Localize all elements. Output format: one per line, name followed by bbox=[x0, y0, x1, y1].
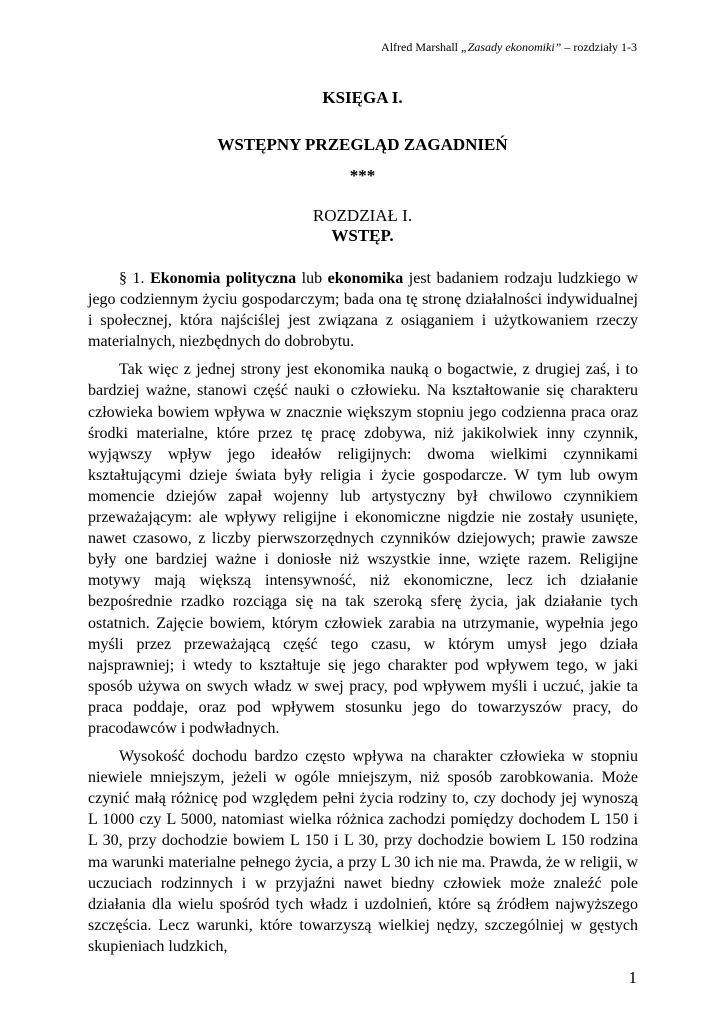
paragraph-2: Tak więc z jednej strony jest ekonomika nauką o bogactwie, z drugiej zaś, i to bardziej ważne, stanowi część nauki o człowieku. Na kształtowanie się charakteru człowieka bowiem wpływa w znacznie większym stopniu jego codzienna praca oraz środki materialne, które przez tę pracę zdobywa, niż jakikolwiek inny czynnik, wyjąwszy wpływ jego ideałów religijnych: dwoma wielkimi czynnikami kształtującymi dzieje świata były religia i życie gospodarcze. W tym lub owym momencie dziejów zapał wojenny lub artystyczny był chwilowo czynnikiem przeważającym: ale wpływy religijne i ekonomiczne nigdzie nie zostały usunięte, nawet czasowo, z liczby pierwszorzędnych czynników dziejowych; prawie zawsze były one bardziej ważne i doniosłe niż wszystkie inne, wzięte razem. Religijne motywy mają większą intensywność, niż ekonomiczne, lecz ich działanie bezpośrednie rzadko rozciąga się na tak szeroką sferę życia, jak działanie tych ostatnich. Zajęcie bowiem, którym człowiek zarabia na utrzymanie, wypełnia jego myśli przez przeważającą część tego czasu, w którym umysł jego działa najsprawniej; i wtedy to kształtuje się jego charakter pod wpływem tego, w jaki sposób używa on swych władz w swej pracy, pod wpływem myśli i uczuć, jakie ta praca poddaje, oraz pod wpływem stosunku jego do towarzyszów pracy, do pracodawców i podwładnych. bbox=[88, 361, 638, 737]
paragraph-1: § 1. Ekonomia polityczna lub ekonomika jest badaniem rodzaju ludzkiego w jego codziennym życiu gospodarczym; bada ona tę stronę działalności indywidualnej i społecznej, która najściślej jest związana z osiąganiem i użytkowaniem rzeczy materialnych, niezbędnych do dobrobytu. bbox=[88, 270, 639, 351]
term-ekonomika: ekonomika bbox=[327, 270, 404, 287]
book-title: KSIĘGA I. bbox=[322, 88, 403, 107]
header-book-title: „Zasady ekonomiki” bbox=[461, 40, 562, 54]
section-mark: § 1 bbox=[119, 270, 141, 287]
page-number: 1 bbox=[628, 968, 637, 987]
running-header bbox=[381, 40, 637, 54]
paragraph-3: Wysokość dochodu bardzo często wpływa na charakter człowieka w stopniu niewiele mniejszym, jeżeli w ogóle mniejszym, niż sposób zarobkowania. Może czynić małą różnicę pod względem pełni życia rodziny to, czy dochody jej wynoszą L 1000 czy L 5000, natomiast wielka różnica zachodzi pomiędzy dochodem L 150 i L 30, przy dochodzie bowiem L 150 i L 30, przy dochodzie bowiem L 150 rodzina ma warunki materialne pełnego życia, a przy L 30 ich nie ma. Prawda, że w religii, w uczuciach rodzinnych i w przyjaźni nawet biedny człowiek może znaleźć pole działania dla wielu spośród tych władz i uzdolnień, które są źródłem najwyższego szczęścia. Lecz warunki, które towarzyszą wielkiej nędzy, szczególniej w gęstych skupieniach ludzkich, bbox=[88, 748, 638, 955]
chapter-title: WSTĘP. bbox=[331, 226, 394, 245]
section-separator: *** bbox=[349, 166, 376, 185]
header-range: – rozdziały 1-3 bbox=[564, 40, 637, 54]
part-title: WSTĘPNY PRZEGLĄD ZAGADNIEŃ bbox=[217, 135, 508, 154]
header-author: Alfred Marshall bbox=[381, 40, 459, 54]
body-text bbox=[88, 268, 638, 964]
chapter-number: ROZDZIAŁ I. bbox=[312, 206, 413, 225]
term-ekonomia-polityczna: Ekonomia polityczna bbox=[150, 270, 297, 287]
